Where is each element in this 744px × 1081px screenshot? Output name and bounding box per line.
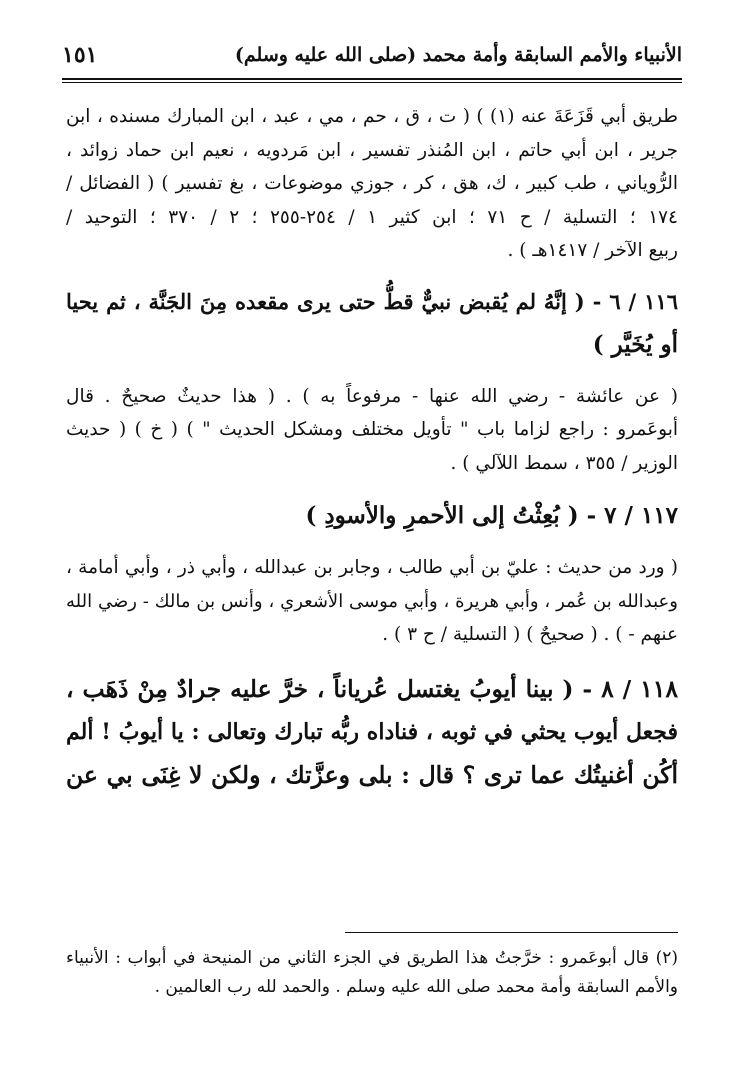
text-line: الرُّوياني ، طب كبير ، ك، هق ، كر ، جوزي موضوعات ، بغ تفسير ) ( الفضائل / (66, 173, 678, 194)
hadith-line: ١١٨ / ٨ - ( بينا أيوبُ يغتسل عُرياناً ، خرَّ عليه جرادٌ مِنْ ذَهَب ، (66, 674, 678, 703)
text-line: ١٧٤ ؛ التسلية / ح ٧١ ؛ ابن كثير ١ / ٢٥٤-٢٥٥ ؛ ٢ / ٣٧٠ ؛ التوحيد / (66, 206, 678, 228)
text-line: ( ورد من حديث : عليّ بن أبي طالب ، وجابر بن عبدالله ، وأبي ذر ، وأبي أمامة ، (66, 557, 678, 578)
text-line: جرير ، ابن أبي حاتم ، ابن المُنذر تفسير ، ابن مَردويه ، نعيم ابن حماد زوائد ، (66, 139, 678, 161)
hadith-line: أكُن أغنيتُك عما ترى ؟ قال : بلى وعزَّتك ، ولكن لا غِنَى بي عن (66, 760, 678, 789)
footnote-rule (345, 932, 678, 933)
page-body (66, 100, 678, 797)
hadith-line: ١١٧ / ٧ - ( بُعِثْتُ إلى الأحمرِ والأسودِ ) (305, 502, 678, 529)
hadith-117 (66, 494, 678, 537)
text-line: طريق أبي قَزَعَةَ عنه (١) ) ( ت ، ق ، حم ، مي ، عبد ، ابن المبارك مسنده ، ابن (66, 106, 678, 127)
hadith-line: أو يُخَيَّر ) (592, 330, 678, 358)
hadith-line: فجعل أيوب يحثي في ثوبه ، فناداه ربُّه تبارك وتعالى : يا أيوبُ ! ألم (66, 718, 678, 745)
text-line: وعبدالله بن عُمر ، وأبي هريرة ، وأبي موسى الأشعري ، وأنس بن مالك - رضي الله (66, 590, 678, 612)
header-rule-thin (62, 82, 682, 83)
footnote-line: والأمم السابقة وأمة محمد صلى الله عليه وسلم . والحمد لله رب العالمين . (154, 977, 678, 997)
text-line: أبوعَمرو : راجع لزاما باب " تأويل مختلف ومشكل الحديث " ) ( خ ) ( حديث (66, 419, 678, 440)
text-line: الوزير / ٣٥٥ ، سمط اللآلي ) . (450, 452, 678, 474)
text-line: عنهم - ) . ( صحيحٌ ) ( التسلية / ح ٣ ) . (382, 624, 678, 645)
paragraph-aisha (66, 380, 678, 481)
footnote-line: (٢) قال أبوعَمرو : خرَّجتُ هذا الطريق في الجزء الثاني من المنيحة في أبواب : الأنبياء (66, 948, 678, 968)
hadith-line: ١١٦ / ٦ - ( إنَّهُ لم يُقبض نبيٌّ قطُّ حتى يرى مقعده مِنَ الجَنَّة ، ثم يحيا (66, 288, 679, 314)
paragraph-narrators (66, 551, 678, 652)
text-line: ربيع الآخر / ١٤١٧هـ ) . (507, 240, 678, 261)
header-rule (62, 78, 682, 80)
page-number: ١٥١ (62, 42, 98, 68)
text-line: ( عن عائشة - رضي الله عنها - مرفوعاً به ) . ( هذا حديثٌ صحيحٌ . قال (66, 385, 678, 407)
paragraph-sources (66, 100, 678, 268)
running-title: الأنبياء والأمم السابقة وأمة محمد (صلى الله عليه وسلم) (234, 44, 682, 66)
footnote (66, 944, 678, 1002)
running-header (62, 38, 682, 72)
hadith-118 (66, 668, 678, 797)
hadith-116 (66, 280, 678, 366)
